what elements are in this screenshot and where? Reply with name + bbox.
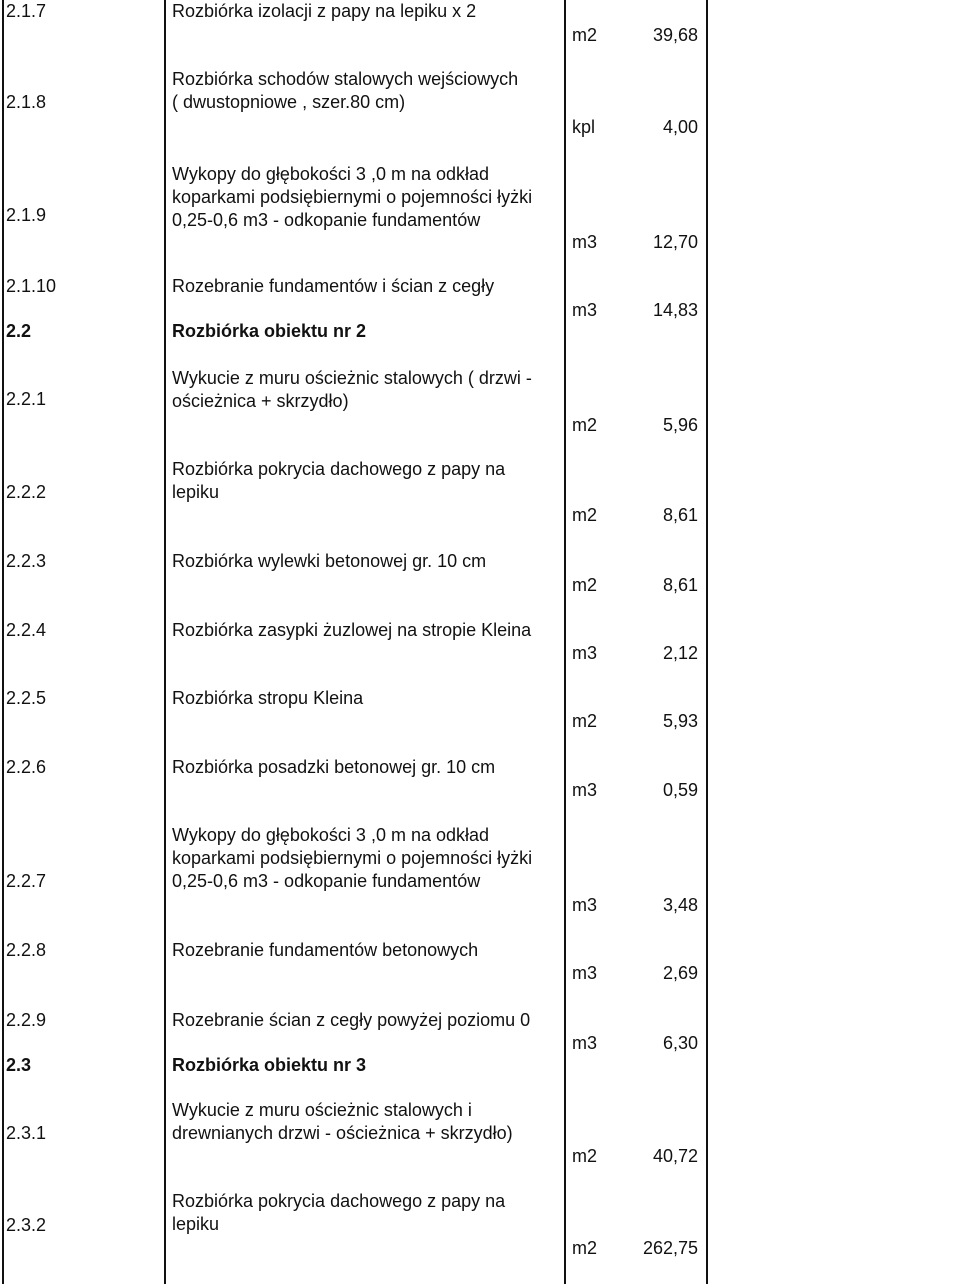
row-quantity: 8,61 [662, 505, 698, 525]
row-code: 2.2.8 [6, 940, 47, 960]
row-code: 2.1.7 [6, 1, 47, 21]
row-code: 2.3.2 [6, 1215, 47, 1235]
row-quantity: 14,83 [652, 300, 698, 320]
row-unit: m2 [572, 505, 598, 525]
row-code: 2.2.1 [6, 389, 47, 409]
row-description: koparkami podsiębiernymi o pojemności łyżki [172, 848, 533, 868]
row-quantity: 2,69 [662, 963, 698, 983]
row-unit: m2 [572, 1146, 598, 1166]
row-description: Rozbiórka pokrycia dachowego z papy na [172, 459, 506, 479]
row-unit: m2 [572, 1238, 598, 1258]
row-quantity: 39,68 [652, 25, 698, 45]
row-code: 2.2.5 [6, 688, 47, 708]
column-divider [2, 0, 4, 1284]
row-description: Rozebranie fundamentów betonowych [172, 940, 479, 960]
row-unit: kpl [572, 117, 596, 137]
row-code: 2.1.9 [6, 205, 47, 225]
row-description: Rozbiórka pokrycia dachowego z papy na [172, 1191, 506, 1211]
row-description: lepiku [172, 482, 220, 502]
row-code: 2.1.10 [6, 276, 57, 296]
row-quantity: 3,48 [662, 895, 698, 915]
row-unit: m3 [572, 300, 598, 320]
row-quantity: 2,12 [662, 643, 698, 663]
row-description: Rozbiórka wylewki betonowej gr. 10 cm [172, 551, 487, 571]
row-description: Rozbiórka obiektu nr 2 [172, 321, 367, 341]
row-description: Wykucie z muru ościeżnic stalowych i [172, 1100, 472, 1120]
column-divider [706, 0, 708, 1284]
row-quantity: 5,96 [662, 415, 698, 435]
row-code: 2.2.2 [6, 482, 47, 502]
row-description: Rozbiórka obiektu nr 3 [172, 1055, 367, 1075]
row-description: Rozebranie ścian z cegły powyżej poziomu 0 [172, 1010, 531, 1030]
row-description: Wykopy do głębokości 3 ,0 m na odkład [172, 825, 490, 845]
row-unit: m3 [572, 895, 598, 915]
row-code: 2.2.9 [6, 1010, 47, 1030]
row-description: ościeżnica + skrzydło) [172, 391, 349, 411]
row-code: 2.2.7 [6, 871, 47, 891]
row-unit: m2 [572, 25, 598, 45]
row-unit: m3 [572, 643, 598, 663]
row-description: Wykucie z muru ościeżnic stalowych ( drzwi - [172, 368, 532, 388]
row-description: Rozbiórka zasypki żuzlowej na stropie Kleina [172, 620, 532, 640]
row-code: 2.2 [6, 321, 32, 341]
row-code: 2.2.4 [6, 620, 47, 640]
row-description: Rozbiórka stropu Kleina [172, 688, 364, 708]
row-unit: m3 [572, 1033, 598, 1053]
row-unit: m2 [572, 415, 598, 435]
row-code: 2.3.1 [6, 1123, 47, 1143]
row-description: ( dwustopniowe , szer.80 cm) [172, 92, 406, 112]
row-description: drewnianych drzwi - ościeżnica + skrzydło) [172, 1123, 513, 1143]
row-description: koparkami podsiębiernymi o pojemności łyżki [172, 187, 533, 207]
row-quantity: 6,30 [662, 1033, 698, 1053]
row-description: Rozbiórka posadzki betonowej gr. 10 cm [172, 757, 496, 777]
row-unit: m2 [572, 575, 598, 595]
row-description: 0,25-0,6 m3 - odkopanie fundamentów [172, 871, 481, 891]
row-quantity: 4,00 [662, 117, 698, 137]
row-code: 2.1.8 [6, 92, 47, 112]
row-description: lepiku [172, 1214, 220, 1234]
row-description: Rozebranie fundamentów i ścian z cegły [172, 276, 495, 296]
row-unit: m3 [572, 963, 598, 983]
row-code: 2.2.6 [6, 757, 47, 777]
column-divider [164, 0, 166, 1284]
row-quantity: 8,61 [662, 575, 698, 595]
row-code: 2.3 [6, 1055, 32, 1075]
row-description: Rozbiórka izolacji z papy na lepiku x 2 [172, 1, 477, 21]
row-quantity: 12,70 [652, 232, 698, 252]
row-description: 0,25-0,6 m3 - odkopanie fundamentów [172, 210, 481, 230]
row-unit: m3 [572, 780, 598, 800]
row-quantity: 262,75 [642, 1238, 698, 1258]
row-description: Wykopy do głębokości 3 ,0 m na odkład [172, 164, 490, 184]
row-description: Rozbiórka schodów stalowych wejściowych [172, 69, 519, 89]
row-quantity: 5,93 [662, 711, 698, 731]
row-code: 2.2.3 [6, 551, 47, 571]
column-divider [564, 0, 566, 1284]
row-unit: m2 [572, 711, 598, 731]
row-quantity: 40,72 [652, 1146, 698, 1166]
row-unit: m3 [572, 232, 598, 252]
row-quantity: 0,59 [662, 780, 698, 800]
